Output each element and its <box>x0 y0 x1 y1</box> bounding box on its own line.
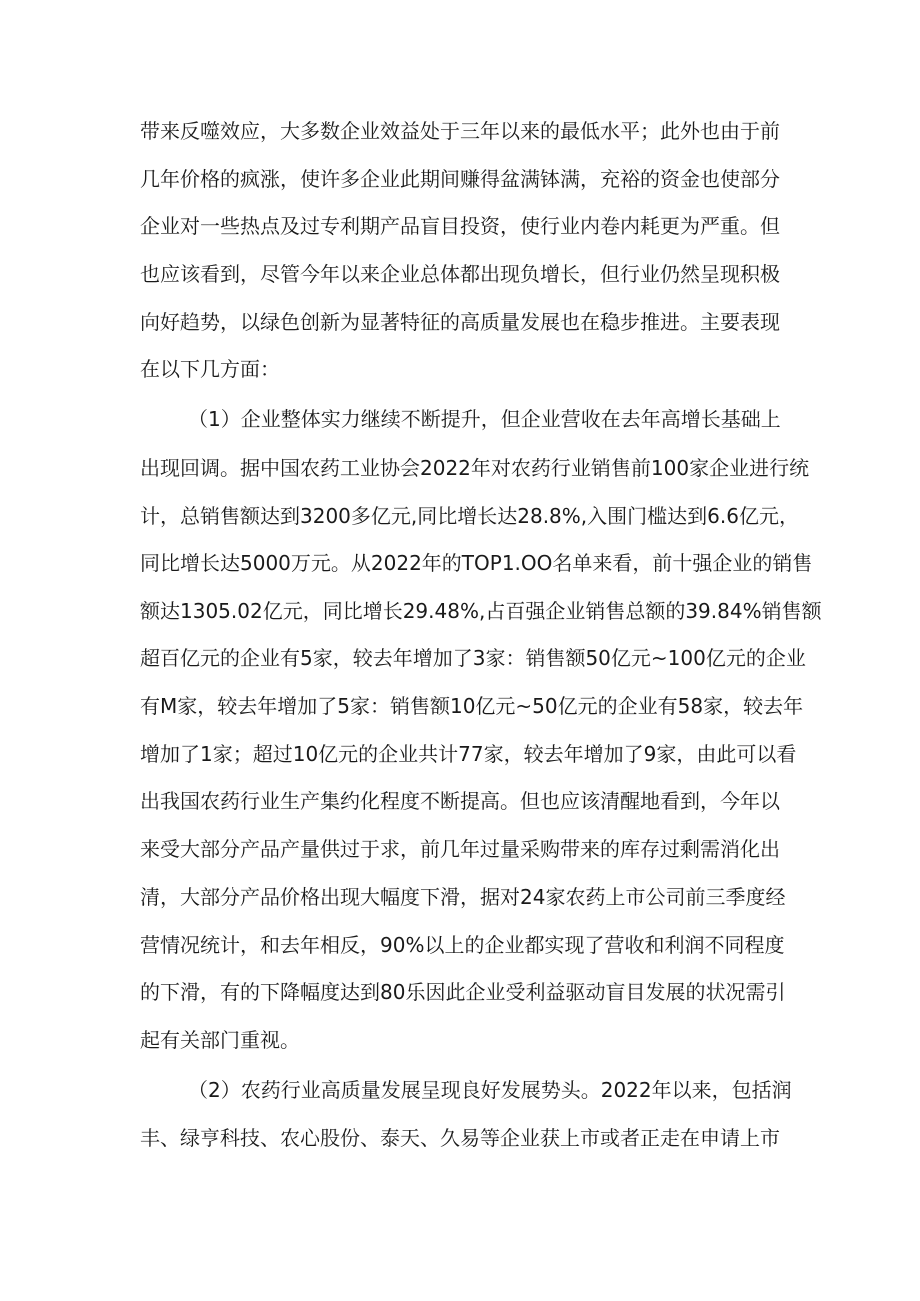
text-line-14: 增加了1家；超过10亿元的企业共计77家，较去年增加了9家，由此可以看 <box>140 742 797 766</box>
text-line-13: 有M家，较去年增加了5家：销售额10亿元~50亿元的企业有58家，较去年 <box>140 694 804 718</box>
text-line-5: 向好趋势，以绿色创新为显著特征的高质量发展也在稳步推进。主要表现 <box>140 310 780 334</box>
text-line-9: 计，总销售额达到3200多亿元,同比增长达28.8%,入围门槛达到6.6亿元， <box>140 504 799 528</box>
text-line-4: 也应该看到，尽管今年以来企业总体都出现负增长，但行业仍然呈现积极 <box>140 262 780 286</box>
text-line-7: （1）企业整体实力继续不断提升，但企业营收在去年高增长基础上 <box>188 407 781 431</box>
text-line-15: 出我国农药行业生产集约化程度不断提高。但也应该清醒地看到，今年以 <box>140 789 780 813</box>
text-line-1: 带来反噬效应，大多数企业效益处于三年以来的最低水平；此外也由于前 <box>140 119 780 143</box>
text-line-21: （2）农药行业高质量发展呈现良好发展势头。2022年以来，包括润 <box>188 1078 792 1102</box>
text-line-2: 几年价格的疯涨，使许多企业此期间赚得盆满钵满，充裕的资金也使部分 <box>140 167 780 191</box>
text-line-3: 企业对一些热点及过专利期产品盲目投资，使行业内卷内耗更为严重。但 <box>140 214 780 238</box>
text-line-8: 出现回调。据中国农药工业协会2022年对农药行业销售前100家企业进行统 <box>140 456 810 480</box>
text-line-12: 超百亿元的企业有5家，较去年增加了3家：销售额50亿元~100亿元的企业 <box>140 646 806 670</box>
text-line-17: 清，大部分产品价格出现大幅度下滑，据对24家农药上市公司前三季度经 <box>140 885 786 909</box>
text-line-22: 丰、绿亨科技、农心股份、泰天、久易等企业获上市或者正走在申请上市 <box>140 1126 780 1150</box>
text-line-10: 同比增长达5000万元。从2022年的TOP1.OO名单来看，前十强企业的销售 <box>140 551 813 575</box>
text-line-18: 营情况统计，和去年相反，90%以上的企业都实现了营收和利润不同程度 <box>140 933 785 957</box>
text-line-11: 额达1305.02亿元，同比增长29.48%,占百强企业销售总额的39.84%销售额 <box>140 599 822 623</box>
text-line-6: 在以下几方面： <box>140 357 280 381</box>
text-line-20: 起有关部门重视。 <box>140 1028 300 1052</box>
text-line-19: 的下滑，有的下降幅度达到80乐因此企业受利益驱动盲目发展的状况需引 <box>140 980 786 1004</box>
text-line-16: 来受大部分产品产量供过于求，前几年过量采购带来的库存过剩需消化出 <box>140 837 780 861</box>
